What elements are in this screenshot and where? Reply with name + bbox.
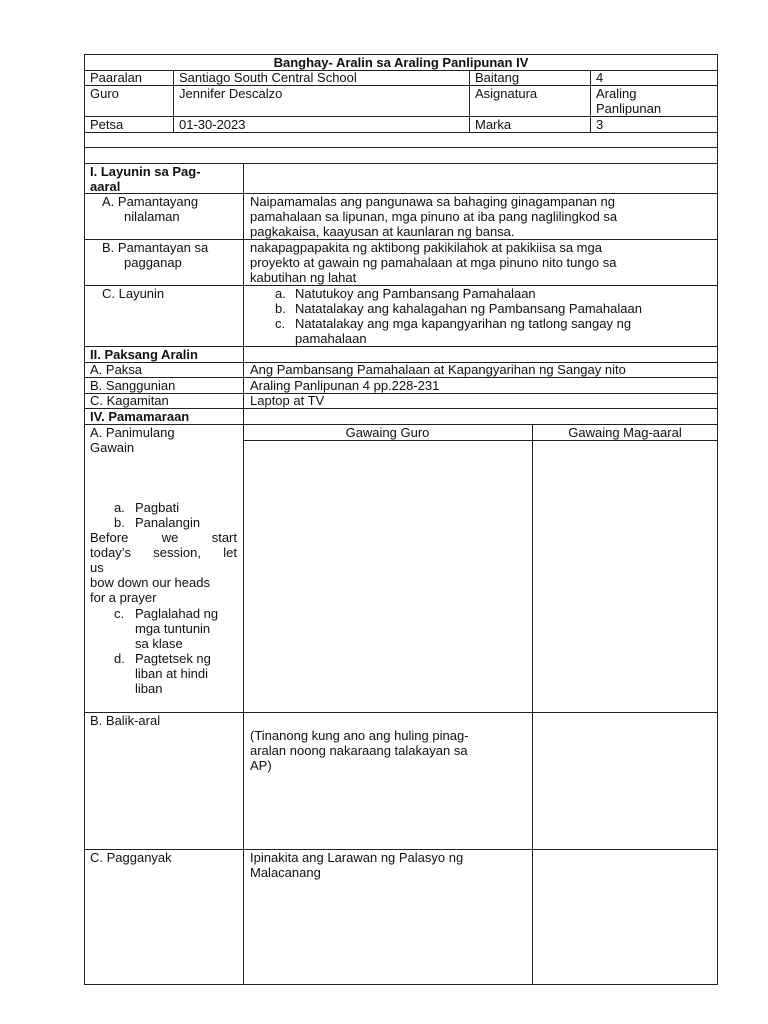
- panimulang-gawain-label-cont: Gawain: [90, 440, 135, 455]
- list-item-pagtetsek: Pagtetsek ng: [135, 651, 211, 666]
- term-value: 3: [596, 117, 604, 132]
- rule: [173, 70, 174, 133]
- rule: [84, 984, 718, 985]
- prayer-text: Before we start: [90, 530, 237, 545]
- layunin-item-marker: a.: [275, 286, 286, 301]
- school-label: Paaralan: [90, 70, 143, 85]
- subject-value-line2: Panlipunan: [596, 101, 662, 116]
- date-label: Petsa: [90, 117, 124, 132]
- pamantayan-pagganap-text: proyekto at gawain ng pamahalaan at mga pinuno nito tungo sa: [250, 255, 617, 270]
- balik-aral-text: (Tinanong kung ano ang huling pinag-: [250, 728, 469, 743]
- pamantayan-pagganap-text: kabutihan ng lahat: [250, 270, 357, 285]
- paksa-label: A. Paksa: [90, 362, 143, 377]
- rule: [469, 70, 470, 133]
- balik-aral-label: B. Balik-aral: [90, 713, 161, 728]
- layunin-label: C. Layunin: [102, 286, 165, 301]
- rule: [243, 440, 718, 441]
- pamantayan-pagganap-label-cont: pagganap: [124, 255, 182, 270]
- list-item-paglalahad-cont: mga tuntunin: [135, 621, 211, 636]
- section-heading-pamamaraan: IV. Pamamaraan: [90, 409, 190, 424]
- pamantayang-nilalaman-text: pagkakaisa, kaayusan at kaunlaran ng bansa.: [250, 224, 515, 239]
- list-marker: a.: [114, 500, 125, 515]
- layunin-item-marker: c.: [275, 316, 286, 331]
- pamantayang-nilalaman-text: pamahalaan sa lipunan, mga pinuno at iba pang naglilingkod sa: [250, 209, 618, 224]
- subject-value-line1: Araling: [596, 86, 637, 101]
- prayer-text: for a prayer: [90, 590, 157, 605]
- teacher-value: Jennifer Descalzo: [179, 86, 283, 101]
- list-item-paglalahad: Paglalahad ng: [135, 606, 219, 621]
- pamantayang-nilalaman-text: Naipamamalas ang pangunawa sa bahaging ginagampanan ng: [250, 194, 615, 209]
- teacher-label: Guro: [90, 86, 119, 101]
- layunin-item: Natatalakay ang kahalagahan ng Pambansang Pamahalaan: [295, 301, 642, 316]
- list-item-paglalahad-cont: sa klase: [135, 636, 183, 651]
- rule: [84, 132, 718, 133]
- rule: [717, 54, 718, 985]
- layunin-item: Natutukoy ang Pambansang Pamahalaan: [295, 286, 536, 301]
- kagamitan-label: C. Kagamitan: [90, 393, 169, 408]
- list-marker: d.: [114, 651, 125, 666]
- rule: [84, 54, 85, 985]
- kagamitan-value: Laptop at TV: [250, 393, 325, 408]
- prayer-text: today’s session, let: [90, 545, 237, 560]
- pamantayang-nilalaman-label: A. Pamantayang: [102, 194, 199, 209]
- layunin-item-cont: pamahalaan: [295, 331, 367, 346]
- layunin-item-marker: b.: [275, 301, 286, 316]
- section-heading-layunin: I. Layunin sa Pag-: [90, 164, 201, 179]
- rule: [532, 424, 533, 985]
- balik-aral-text: AP): [250, 758, 272, 773]
- column-header-gawaing-guro: Gawaing Guro: [345, 425, 430, 440]
- list-item-panalangin: Panalangin: [135, 515, 201, 530]
- pagganyak-label: C. Pagganyak: [90, 850, 172, 865]
- list-item-pagtetsek-cont: liban: [135, 681, 163, 696]
- pamantayang-nilalaman-label-cont: nilalaman: [124, 209, 180, 224]
- pamantayan-pagganap-text: nakapagpapakita ng aktibong pakikilahok at pakikiisa sa mga: [250, 240, 602, 255]
- document-title: Banghay- Aralin sa Araling Panlipunan IV: [273, 55, 529, 70]
- prayer-text: us: [90, 560, 104, 575]
- pagganyak-text: Malacanang: [250, 865, 321, 880]
- grade-label: Baitang: [475, 70, 520, 85]
- school-value: Santiago South Central School: [179, 70, 357, 85]
- section-heading-layunin-cont: aaral: [90, 179, 121, 194]
- rule: [590, 70, 591, 133]
- layunin-item: Natatalakay ang mga kapangyarihan ng tatlong sangay ng: [295, 316, 632, 331]
- list-marker: c.: [114, 606, 125, 621]
- sanggunian-value: Araling Panlipunan 4 pp.228-231: [250, 378, 440, 393]
- sanggunian-label: B. Sanggunian: [90, 378, 176, 393]
- date-value: 01-30-2023: [179, 117, 246, 132]
- list-item-pagbati: Pagbati: [135, 500, 180, 515]
- balik-aral-text: aralan noong nakaraang talakayan sa: [250, 743, 468, 758]
- subject-label: Asignatura: [475, 86, 538, 101]
- list-marker: b.: [114, 515, 125, 530]
- column-header-gawaing-mag-aaral: Gawaing Mag-aaral: [568, 425, 682, 440]
- section-heading-paksang-aralin: II. Paksang Aralin: [90, 347, 198, 362]
- prayer-text: bow down our heads: [90, 575, 210, 590]
- list-item-pagtetsek-cont: liban at hindi: [135, 666, 208, 681]
- pagganyak-text: Ipinakita ang Larawan ng Palasyo ng: [250, 850, 464, 865]
- panimulang-gawain-label: A. Panimulang: [90, 425, 175, 440]
- rule: [84, 712, 718, 713]
- rule: [84, 393, 718, 394]
- paksa-value: Ang Pambansang Pamahalaan at Kapangyarihan ng Sangay nito: [250, 362, 626, 377]
- term-label: Marka: [475, 117, 512, 132]
- rule: [243, 163, 244, 985]
- rule: [84, 147, 718, 148]
- grade-value: 4: [596, 70, 604, 85]
- pamantayan-pagganap-label: B. Pamantayan sa: [102, 240, 209, 255]
